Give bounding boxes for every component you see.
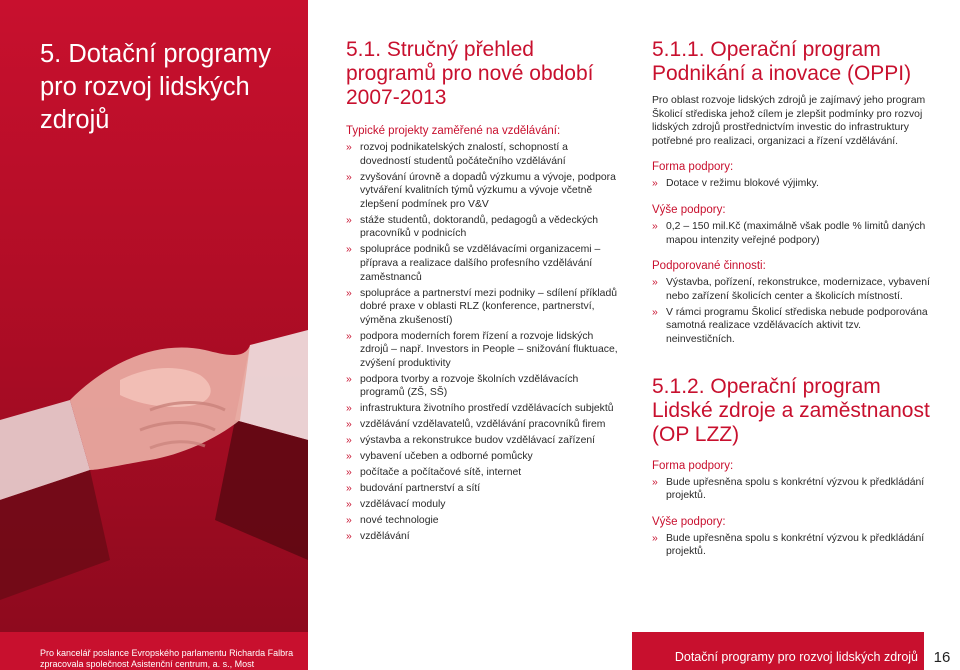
overview-title: 5.1. Stručný přehled programů pro nové období 2007-2013 [346, 38, 594, 109]
list-item: » výstavba a rekonstrukce budov vzdělávací zařízení [346, 434, 618, 448]
list-item: » vybavení učeben a odborné pomůcky [346, 450, 618, 464]
overview-list [346, 141, 618, 544]
list-item: » V rámci programu Školicí střediska nebude podporována samotná realizace vzdělávacích aktivit tzv. neinvestičních. [652, 306, 930, 347]
oppi-intro: Pro oblast rozvoje lidských zdrojů je zajímavý jeho program Školicí střediska jehož cílem je zlepšit podmínky pro rozvoj lidských zdrojů prostřednictvím investic do infrastruktury potřebné pro realizaci, organizaci a řízení vzdělávání. [652, 95, 926, 147]
overview-section [346, 38, 618, 546]
list-item: » vzdělávání [346, 530, 618, 544]
list-item: » Bude upřesněna spolu s konkrétní výzvou k předkládání projektů. [652, 532, 930, 559]
oppi-amount-label: Výše podpory: [652, 203, 726, 216]
oplzz-title: 5.1.2. Operační program Lidské zdroje a zaměstnanost (OP LZZ) [652, 374, 930, 446]
oppi-activities-list [652, 276, 930, 346]
list-item: » budování partnerství a sítí [346, 482, 618, 496]
list-item: » rozvoj podnikatelských znalostí, schopností a dovedností studentů počátečního vzdělávání [346, 141, 618, 168]
cover-panel [0, 0, 308, 632]
list-item: » Bude upřesněna spolu s konkrétní výzvou k předkládání projektů. [652, 476, 930, 503]
list-item: » podpora tvorby a rozvoje školních vzdělávacích programů (ZŠ, SŠ) [346, 373, 618, 400]
oppi-amount-list [652, 220, 930, 247]
footer-credit-line1: Pro kancelář poslance Evropského parlamentu Richarda Falbra [40, 648, 294, 658]
oppi-title: 5.1.1. Operační program Podnikání a inovace (OPPI) [652, 38, 912, 85]
oplzz-amount-list [652, 532, 930, 559]
oppi-form-list [652, 177, 930, 191]
chapter-title: 5. Dotační programy pro rozvoj lidských zdrojů [40, 40, 272, 134]
overview-subhead: Typické projekty zaměřené na vzdělávání: [346, 125, 561, 137]
list-item: » infrastruktura životního prostředí vzdělávacích subjektů [346, 402, 618, 416]
oppi-form-label: Forma podpory: [652, 161, 734, 174]
list-item: » vzdělávací moduly [346, 498, 618, 512]
list-item: » spolupráce a partnerství mezi podniky – sdílení příkladů dobré praxe v oblasti RLZ (konference, partnerství, výměna zkušeností) [346, 287, 618, 328]
list-item: » spolupráce podniků se vzdělávacími organizacemi – příprava a realizace dalšího profesního vzdělávání zaměstnanců [346, 243, 618, 284]
list-item: » vzdělávání vzdělavatelů, vzdělávání pracovníků firem [346, 418, 618, 432]
oplzz-amount-label: Výše podpory: [652, 515, 726, 528]
list-item: » nové technologie [346, 514, 618, 528]
footer-credit-line2: zpracovala společnost Asistenční centrum, a. s., Most [40, 659, 255, 669]
programs-section [652, 38, 930, 561]
footer-credit [40, 648, 300, 670]
list-item: » stáže studentů, doktorandů, pedagogů a vědeckých pracovníků v podnicích [346, 214, 618, 241]
list-item: » podpora moderních forem řízení a rozvoje lidských zdrojů – např. Investors in People – snižování fluktuace, zvýšení produktivity [346, 330, 618, 371]
oplzz-form-label: Forma podpory: [652, 459, 734, 472]
oplzz-form-list [652, 476, 930, 503]
list-item: » Výstavba, pořízení, rekonstrukce, modernizace, vybavení nebo zařízení školicích center a školicích místností. [652, 276, 930, 303]
oppi-activities-label: Podporované činnosti: [652, 260, 766, 273]
list-item: » zvyšování úrovně a dopadů výzkumu a vývoje, podpora vytváření kvalitních týmů výzkumu a vývoje včetně zlepšení podmínek pro V&V [346, 171, 618, 212]
page-number: 16 [924, 632, 960, 670]
footer-title: Dotační programy pro rozvoj lidských zdrojů [674, 650, 918, 664]
list-item: » počítače a počítačové sítě, internet [346, 466, 618, 480]
list-item: » Dotace v režimu blokové výjimky. [652, 177, 930, 191]
list-item: » 0,2 – 150 mil.Kč (maximálně však podle % limitů daných mapou intenzity veřejné podpory) [652, 220, 930, 247]
